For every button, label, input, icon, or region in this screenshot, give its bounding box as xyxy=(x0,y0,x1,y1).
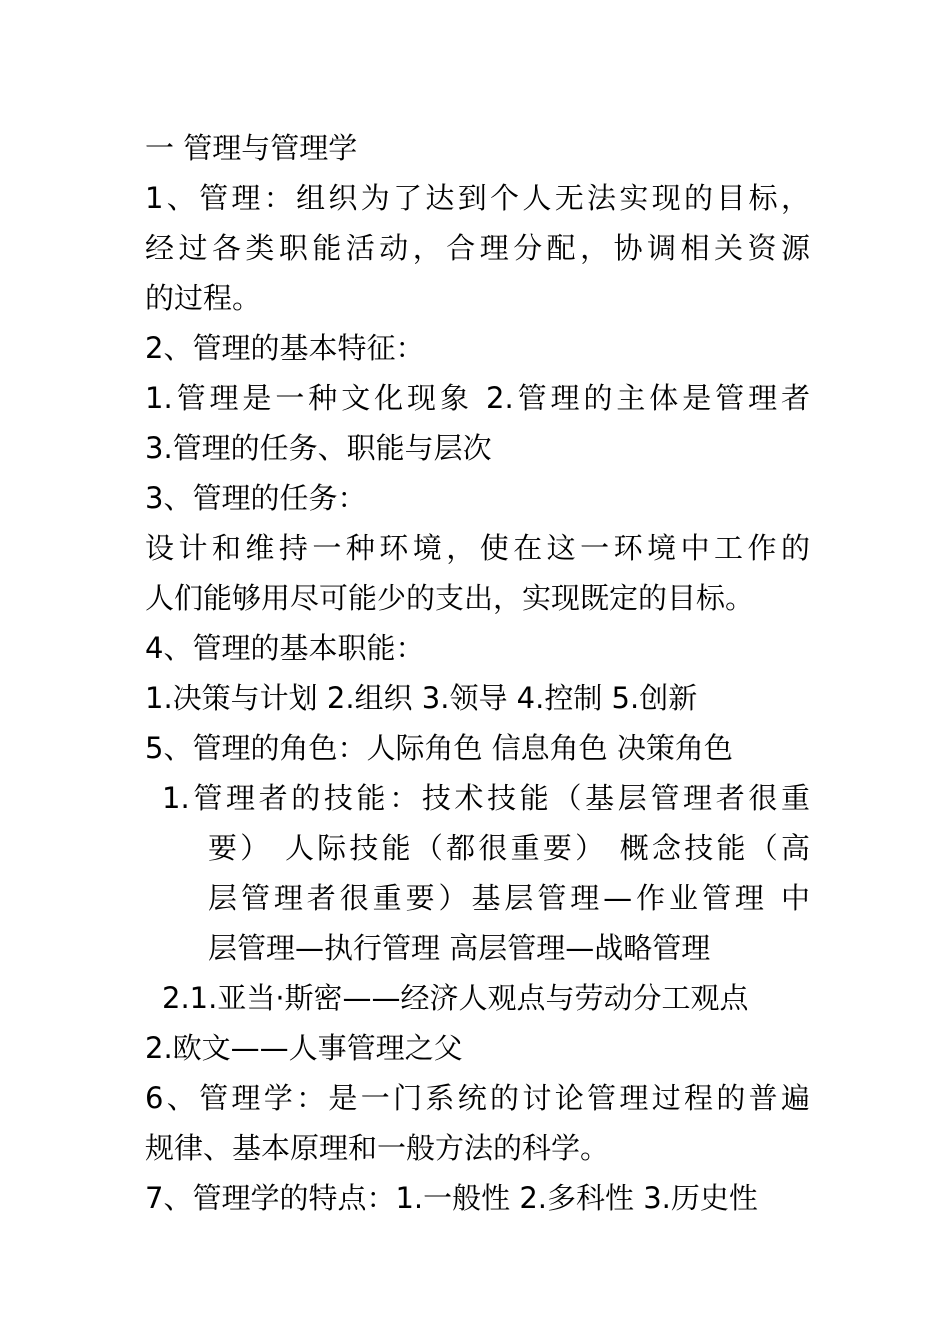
text-line: 设计和维持一种环境，使在这一环境中工作的 xyxy=(145,531,810,565)
list-item: 2.1.亚当·斯密——经济人观点与劳动分工观点 xyxy=(162,981,749,1015)
text-line: 3.管理的任务、职能与层次 xyxy=(145,431,492,465)
text-line: 5、管理的角色：人际角色 信息角色 决策角色 xyxy=(145,731,733,765)
list-item-continuation: 层管理—执行管理 高层管理—战略管理 xyxy=(208,931,711,965)
list-item-continuation: 要） 人际技能（都很重要） 概念技能（高 xyxy=(208,831,810,865)
text-line: 人们能够用尽可能少的支出，实现既定的目标。 xyxy=(145,581,755,615)
section-heading: 一 管理与管理学 xyxy=(145,131,358,165)
list-item: 1.管理者的技能：技术技能（基层管理者很重 xyxy=(162,781,810,815)
text-line: 的过程。 xyxy=(145,281,262,315)
text-line: 经过各类职能活动，合理分配，协调相关资源 xyxy=(145,231,810,265)
list-item-continuation: 层管理者很重要）基层管理—作业管理 中 xyxy=(208,881,810,915)
text-line: 3、管理的任务： xyxy=(145,481,367,515)
text-line: 6、管理学：是一门系统的讨论管理过程的普遍 xyxy=(145,1081,810,1115)
text-line: 4、管理的基本职能： xyxy=(145,631,425,665)
document-body xyxy=(145,123,810,1223)
text-line: 规律、基本原理和一般方法的科学。 xyxy=(145,1131,610,1165)
text-line: 1、管理：组织为了达到个人无法实现的目标， xyxy=(145,181,810,215)
text-line: 2、管理的基本特征： xyxy=(145,331,425,365)
text-line: 1.管理是一种文化现象 2.管理的主体是管理者 xyxy=(145,381,810,415)
text-line: 2.欧文——人事管理之父 xyxy=(145,1031,463,1065)
text-line: 7、管理学的特点：1.一般性 2.多科性 3.历史性 xyxy=(145,1181,758,1215)
text-line: 1.决策与计划 2.组织 3.领导 4.控制 5.创新 xyxy=(145,681,698,715)
